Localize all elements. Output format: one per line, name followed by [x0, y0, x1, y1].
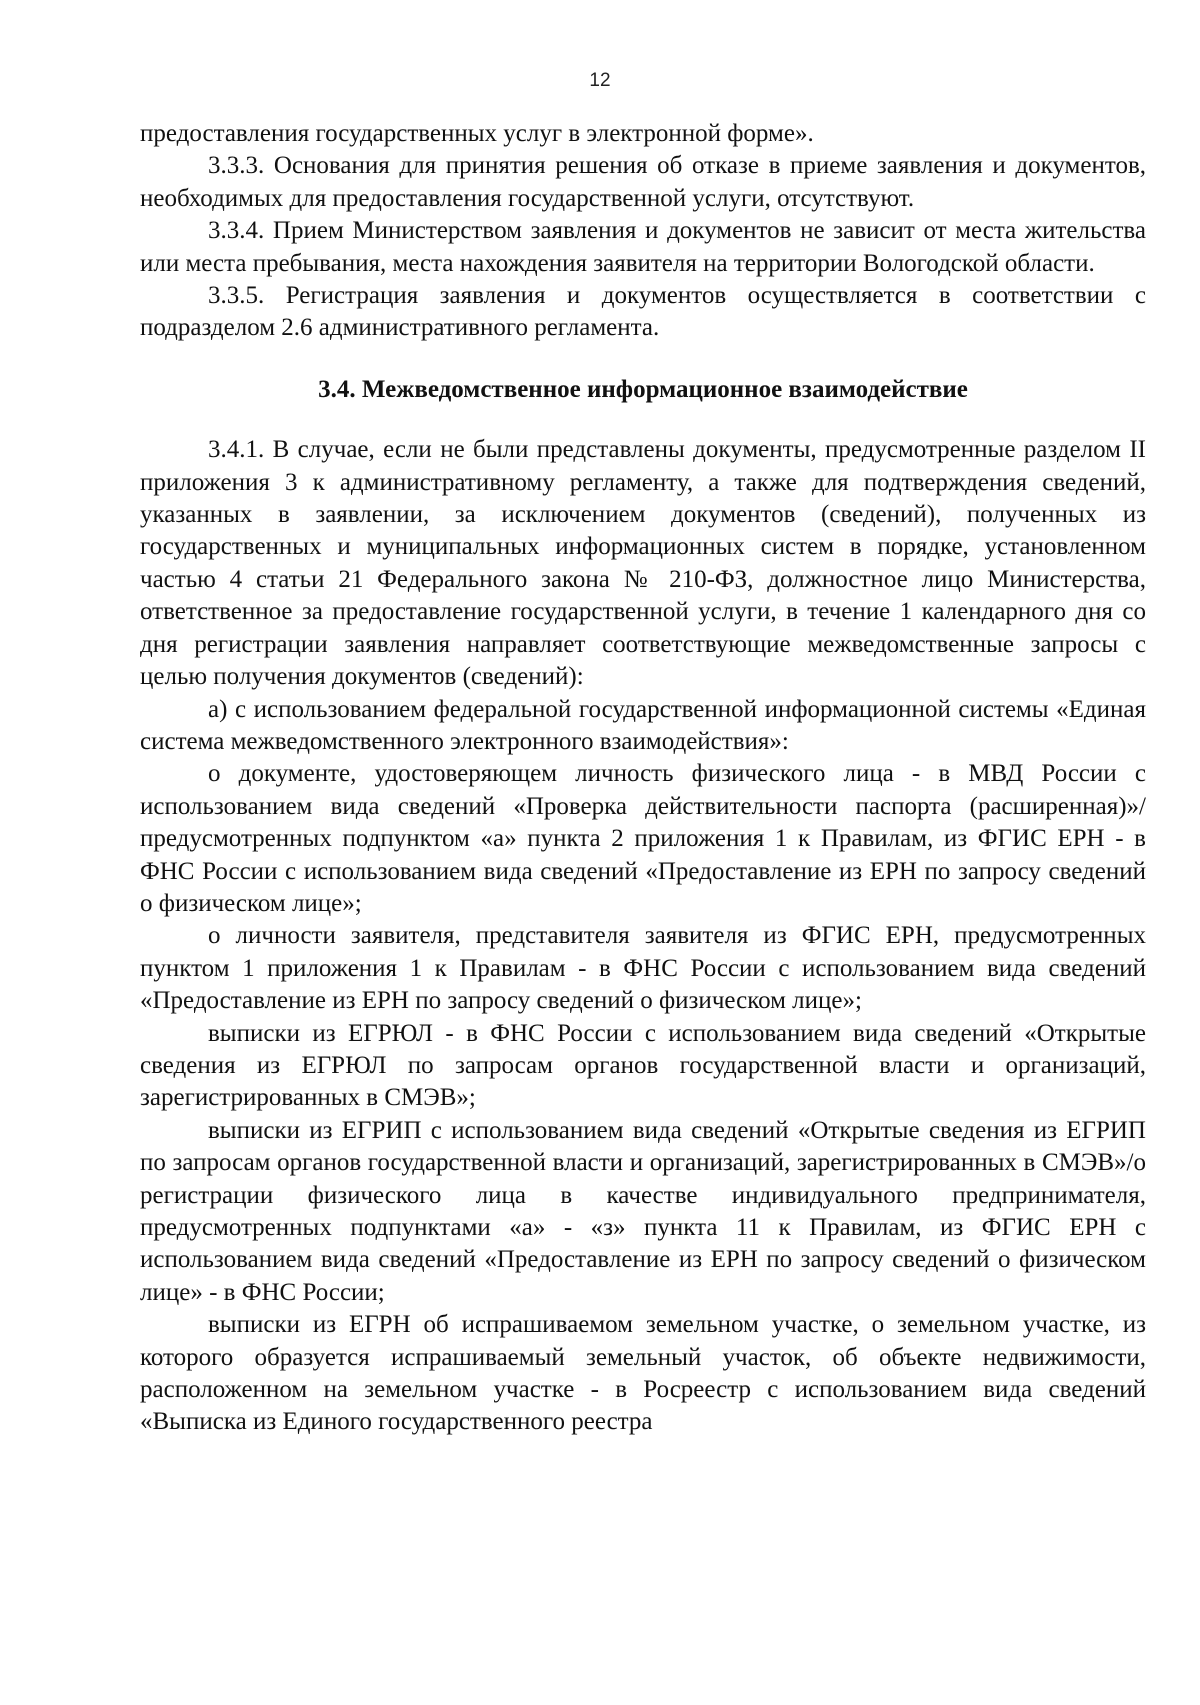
page-number: 12 [589, 70, 611, 91]
paragraph-egrn: выписки из ЕГРН об испрашиваемом земельном участке, о земельном участке, из которого образуется испрашиваемый земельный участок, об объекте недвижимости, расположенном на земельном участке - в Росреестр с использованием вида сведений «Выписка из Единого государственного реестра [140, 1311, 1146, 1436]
paragraph-3-3-3: 3.3.3. Основания для принятия решения об отказе в приеме заявления и документов, необходимых для предоставления государственной услуги, отсутствуют. [140, 152, 1146, 212]
paragraph-egrul: выписки из ЕГРЮЛ - в ФНС России с использованием вида сведений «Открытые сведения из ЕГРЮЛ по запросам органов государственной власти и организаций, зарегистрированных в СМЭВ»; [140, 1019, 1146, 1112]
paragraph-3-3-5: 3.3.5. Регистрация заявления и документов осуществляется в соответствии с подразделом 2.6 административного регламента. [140, 282, 1146, 342]
paragraph-applicant-identity: о личности заявителя, представителя заявителя из ФГИС ЕРН, предусмотренных пунктом 1 приложения 1 к Правилам - в ФНС России с использованием вида сведений «Предоставление из ЕРН по запросу сведений о физическом лице»; [140, 922, 1146, 1015]
paragraph-3-4-1: 3.4.1. В случае, если не были представлены документы, предусмотренные разделом II приложения 3 к административному регламенту, а также для подтверждения сведений, указанных в заявлении, за исключением документов (сведений), полученных из государственных и муниципальных информационных систем в порядке, установленном частью 4 статьи 21 Федерального закона № 210-ФЗ, должностное лицо Министерства, ответственное за предоставление государственной услуги, в течение 1 календарного дня со дня регистрации заявления направляет соответствующие межведомственные запросы с целью получения документов (сведений): [140, 436, 1146, 691]
paragraph-item-a: а) с использованием федеральной государственной информационной системы «Единая система межведомственного электронного взаимодействия»: [140, 695, 1146, 755]
paragraph-continuation: предоставления государственных услуг в электронной форме». [140, 120, 814, 147]
section-heading-3-4: 3.4. Межведомственное информационное взаимодействие [318, 375, 968, 403]
paragraph-egrip: выписки из ЕГРИП с использованием вида сведений «Открытые сведения из ЕГРИП по запросам органов государственной власти и организаций, зарегистрированных в СМЭВ»/о регистрации физического лица в качестве индивидуального предпринимателя, предусмотренных подпунктами «а» - «з» пункта 11 к Правилам, из ФГИС ЕРН с использованием вида сведений «Предоставление из ЕРН по запросу сведений о физическом лице» - в ФНС России; [140, 1116, 1146, 1306]
paragraph-identity-document: о документе, удостоверяющем личность физического лица - в МВД России с использованием вида сведений «Проверка действительности паспорта (расширенная)»/предусмотренных подпунктом «а» пункта 2 приложения 1 к Правилам, из ФГИС ЕРН - в ФНС России с использованием вида сведений «Предоставление из ЕРН по запросу сведений о физическом лице»; [140, 760, 1146, 917]
document-body [140, 118, 1146, 1439]
paragraph-3-3-4: 3.3.4. Прием Министерством заявления и документов не зависит от места жительства или места пребывания, места нахождения заявителя на территории Вологодской области. [140, 217, 1146, 277]
